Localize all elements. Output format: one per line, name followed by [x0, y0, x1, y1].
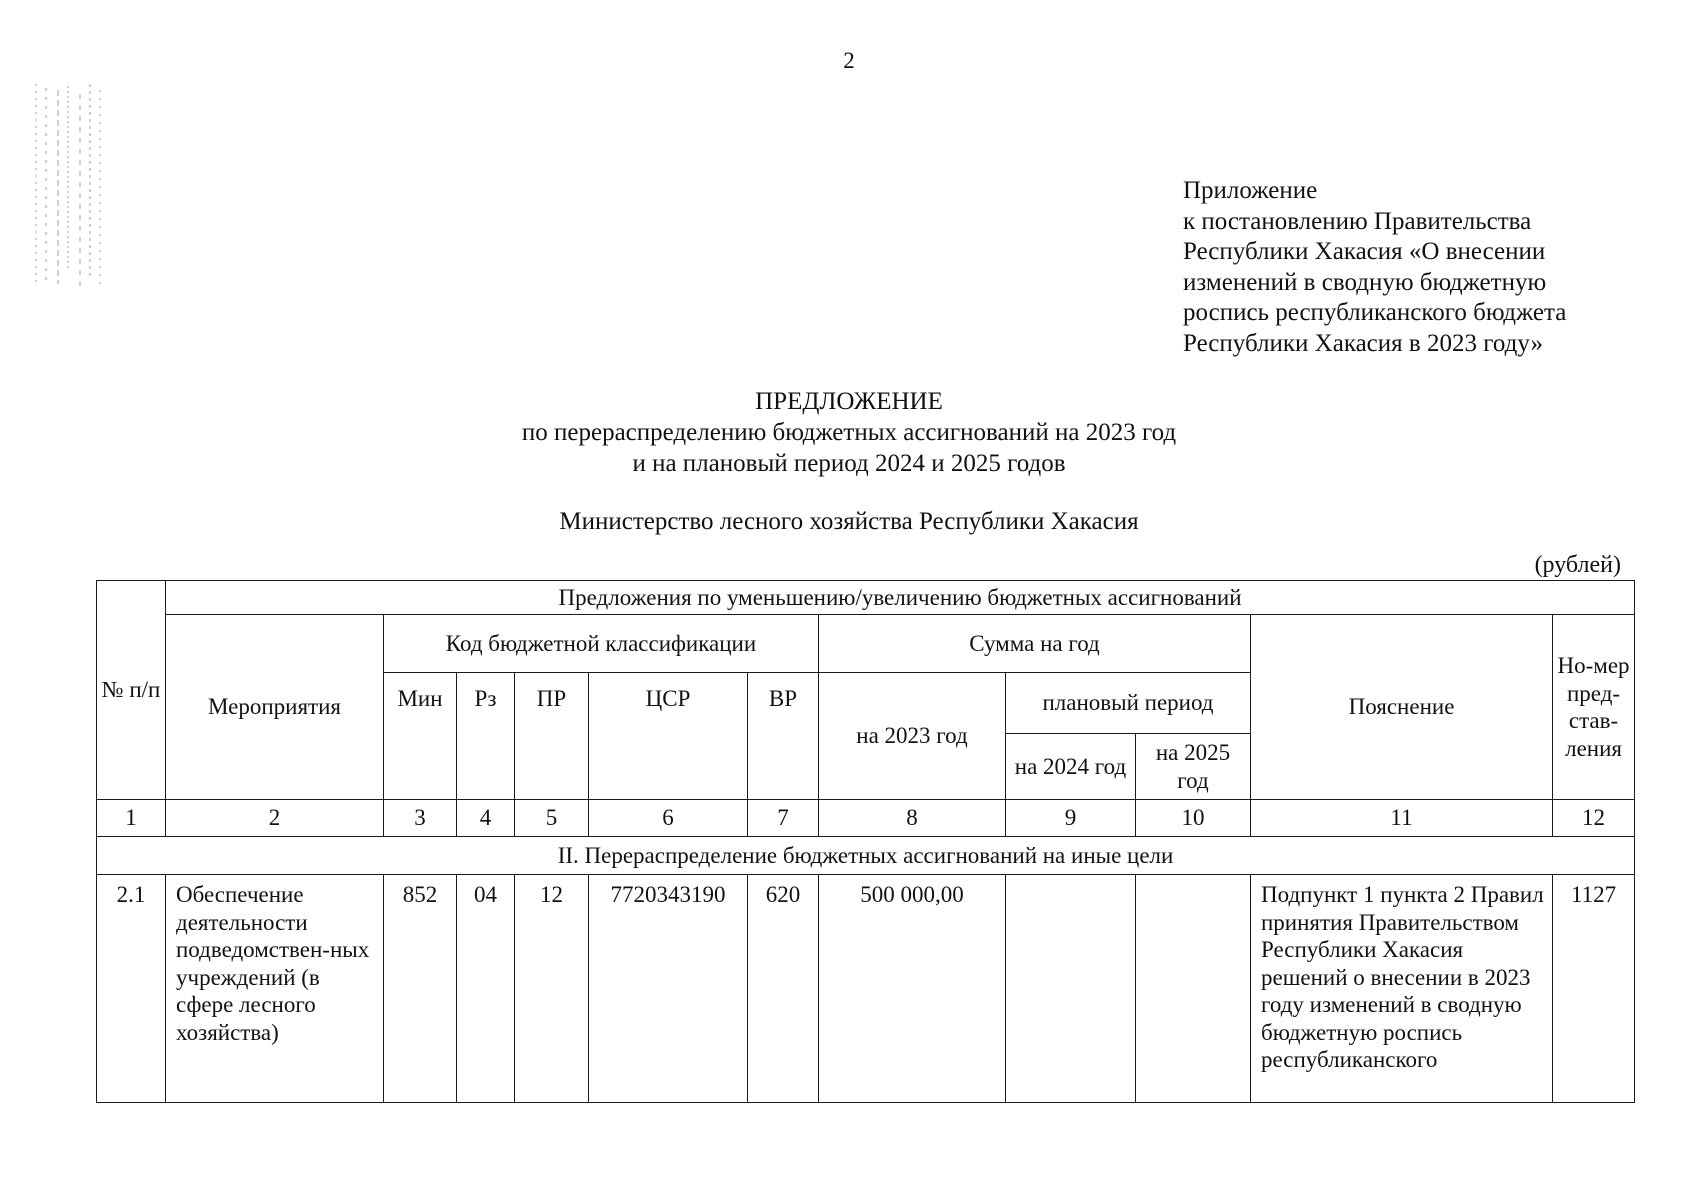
- appendix-line: роспись республиканского бюджета: [1183, 299, 1567, 326]
- row-rz: 04: [457, 875, 515, 1103]
- row-explanation: Подпункт 1 пункта 2 Правил принятия Правительством Республики Хакасия решений о внесении в 2023 году изменений в сводную бюджетную роспись республиканского: [1251, 875, 1553, 1103]
- row-pr: 12: [515, 875, 589, 1103]
- header-csr: ЦСР: [589, 673, 748, 800]
- budget-table: [96, 580, 1635, 1103]
- column-number: 3: [384, 800, 457, 837]
- row-num: 2.1: [97, 875, 166, 1103]
- header-pr: ПР: [515, 673, 589, 800]
- column-number: 11: [1251, 800, 1553, 837]
- column-number: 1: [97, 800, 166, 837]
- header-budget-code: Код бюджетной классификации: [384, 615, 819, 673]
- appendix-line: Республики Хакасия в 2023 году»: [1183, 329, 1543, 357]
- row-2025: [1136, 875, 1251, 1103]
- title-line-3: и на плановый период 2024 и 2025 годов: [632, 450, 1066, 477]
- header-num: № п/п: [97, 581, 166, 800]
- header-planned-period: плановый период: [1006, 673, 1251, 734]
- appendix-line: Республики Хакасия «О внесении: [1183, 238, 1546, 265]
- row-activity: Обеспечение деятельности подведомствен-ных учреждений (в сфере лесного хозяйства): [166, 875, 384, 1103]
- header-explanation: Пояснение: [1251, 615, 1553, 800]
- column-number: 8: [819, 800, 1006, 837]
- header-sum: Сумма на год: [819, 615, 1251, 673]
- appendix-line: Приложение: [1183, 177, 1318, 204]
- column-number: 7: [748, 800, 819, 837]
- section-title: II. Перераспределение бюджетных ассигнований на иные цели: [97, 837, 1635, 875]
- ministry-name: Министерство лесного хозяйства Республики Хакасия: [559, 508, 1139, 535]
- header-rz: Рз: [457, 673, 515, 800]
- header-vr: ВР: [748, 673, 819, 800]
- column-number: 2: [166, 800, 384, 837]
- title-line-1: ПРЕДЛОЖЕНИЕ: [755, 388, 943, 415]
- row-csr: 7720343190: [589, 875, 748, 1103]
- registration-stamp-icon: [32, 80, 104, 290]
- column-number: 6: [589, 800, 748, 837]
- column-number: 10: [1136, 800, 1251, 837]
- appendix-line: к постановлению Правительства: [1183, 207, 1532, 235]
- header-sub-number: Но-мер пред-став-ления: [1553, 615, 1635, 800]
- table-row: [97, 875, 1635, 1103]
- document-title: [0, 386, 1698, 479]
- row-2024: [1006, 875, 1136, 1103]
- appendix-note: [1183, 176, 1566, 359]
- column-number: 4: [457, 800, 515, 837]
- header-2025: на 2025 год: [1136, 734, 1251, 800]
- appendix-line: изменений в сводную бюджетную: [1183, 268, 1547, 296]
- page-number: 2: [843, 48, 855, 73]
- units-label: (рублей): [1534, 552, 1621, 578]
- header-activities: Мероприятия: [166, 615, 384, 800]
- row-vr: 620: [748, 875, 819, 1103]
- header-group: Предложения по уменьшению/увеличению бюджетных ассигнований: [166, 581, 1635, 615]
- header-2024: на 2024 год: [1006, 734, 1136, 800]
- row-min: 852: [384, 875, 457, 1103]
- row-sub-number: 1127: [1553, 875, 1635, 1103]
- column-number: 9: [1006, 800, 1136, 837]
- column-number: 5: [515, 800, 589, 837]
- title-line-2: по перераспределению бюджетных ассигнований на 2023 год: [521, 419, 1177, 446]
- column-number: 12: [1553, 800, 1635, 837]
- header-2023: на 2023 год: [819, 673, 1006, 800]
- row-2023: 500 000,00: [819, 875, 1006, 1103]
- header-min: Мин: [384, 673, 457, 800]
